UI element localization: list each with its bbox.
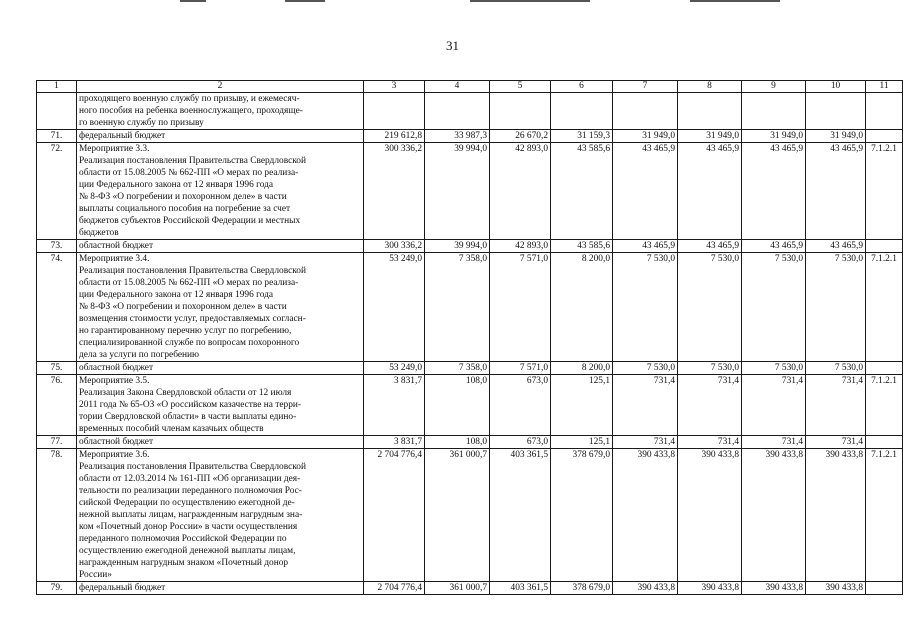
amount-cell-col4: 7 358,0 bbox=[425, 362, 490, 375]
scan-edge-mark bbox=[470, 0, 590, 2]
scan-edge-mark bbox=[285, 0, 325, 2]
row-description bbox=[77, 253, 364, 362]
amount-cell-col3: 3 831,7 bbox=[364, 436, 425, 449]
description-line: ции Федерального закона от 12 января 1996 года bbox=[79, 290, 274, 300]
target-indicator-code bbox=[866, 362, 903, 375]
budget-table bbox=[36, 80, 903, 595]
description-line: ного пособия на ребенка военнослужащего, проходяще- bbox=[79, 106, 303, 116]
amount-cell-col7: 43 465,9 bbox=[613, 240, 678, 253]
column-header-4: 4 bbox=[425, 81, 490, 93]
target-indicator-code: 7.1.2.1 bbox=[866, 253, 903, 362]
amount-cell-col8: 390 433,8 bbox=[678, 449, 742, 582]
amount-cell-col5: 403 361,5 bbox=[490, 449, 551, 582]
row-description bbox=[77, 362, 364, 375]
amount-cell-col4: 108,0 bbox=[425, 375, 490, 436]
amount-cell-col4: 7 358,0 bbox=[425, 253, 490, 362]
description-line: № 8-ФЗ «О погребении и похоронном деле» в части bbox=[79, 192, 287, 202]
amount-cell-col4: 361 000,7 bbox=[425, 582, 490, 595]
row-description bbox=[77, 582, 364, 595]
amount-cell-col8: 43 465,9 bbox=[678, 240, 742, 253]
description-line: ком «Почетный донор России» в части осуществления bbox=[79, 522, 298, 532]
description-line: дела за услуги по погребению bbox=[79, 350, 200, 360]
row-description bbox=[77, 375, 364, 436]
column-header-1: 1 bbox=[37, 81, 77, 93]
amount-cell-col6: 378 679,0 bbox=[551, 449, 613, 582]
target-indicator-code bbox=[866, 582, 903, 595]
row-description bbox=[77, 143, 364, 240]
amount-cell-col8: 7 530,0 bbox=[678, 253, 742, 362]
description-line: областной бюджет bbox=[79, 241, 154, 251]
description-line: нежной выплаты лицам, награжденным нагрудным зна- bbox=[79, 510, 303, 520]
amount-cell-col4: 39 994,0 bbox=[425, 240, 490, 253]
amount-cell-col6: 125,1 bbox=[551, 436, 613, 449]
target-indicator-code: 7.1.2.1 bbox=[866, 143, 903, 240]
description-line: области от 15.08.2005 № 662-ПП «О мерах по реализа- bbox=[79, 278, 299, 288]
amount-cell-col3: 300 336,2 bbox=[364, 240, 425, 253]
row-number: 77. bbox=[37, 436, 77, 449]
target-indicator-code bbox=[866, 93, 903, 130]
description-line: области от 15.08.2005 № 662-ПП «О мерах по реализа- bbox=[79, 168, 299, 178]
amount-cell-col8: 390 433,8 bbox=[678, 582, 742, 595]
amount-cell-col6: 31 159,3 bbox=[551, 130, 613, 143]
amount-cell-col3 bbox=[364, 93, 425, 130]
amount-cell-col7: 7 530,0 bbox=[613, 253, 678, 362]
amount-cell-col10: 731,4 bbox=[806, 436, 866, 449]
description-line: Мероприятие 3.4. bbox=[79, 254, 150, 264]
amount-cell-col10: 31 949,0 bbox=[806, 130, 866, 143]
amount-cell-col8 bbox=[678, 93, 742, 130]
description-line: тории Свердловской области» в части выплаты едино- bbox=[79, 412, 297, 422]
target-indicator-code bbox=[866, 240, 903, 253]
amount-cell-col8: 731,4 bbox=[678, 436, 742, 449]
description-line: награжденным нагрудным знаком «Почетный донор bbox=[79, 558, 289, 568]
amount-cell-col3: 2 704 776,4 bbox=[364, 449, 425, 582]
amount-cell-col10 bbox=[806, 93, 866, 130]
row-number bbox=[37, 93, 77, 130]
description-line: осуществлению ежегодной денежной выплаты лицам, bbox=[79, 546, 296, 556]
table-row bbox=[37, 253, 903, 362]
description-line: Реализация постановления Правительства Свердловской bbox=[79, 462, 307, 472]
table-row bbox=[37, 143, 903, 240]
amount-cell-col5: 42 893,0 bbox=[490, 240, 551, 253]
amount-cell-col8: 43 465,9 bbox=[678, 143, 742, 240]
description-line: Мероприятие 3.5. bbox=[79, 376, 150, 386]
description-line: России» bbox=[79, 570, 112, 580]
description-line: тельности по реализации переданного полномочия Рос- bbox=[79, 486, 302, 496]
row-number: 71. bbox=[37, 130, 77, 143]
amount-cell-col9: 7 530,0 bbox=[742, 362, 806, 375]
scan-edge-mark bbox=[180, 0, 206, 2]
amount-cell-col9: 390 433,8 bbox=[742, 449, 806, 582]
amount-cell-col9: 390 433,8 bbox=[742, 582, 806, 595]
description-line: бюджетов bbox=[79, 228, 119, 238]
amount-cell-col5 bbox=[490, 93, 551, 130]
amount-cell-col4: 33 987,3 bbox=[425, 130, 490, 143]
column-header-8: 8 bbox=[678, 81, 742, 93]
table-row bbox=[37, 362, 903, 375]
amount-cell-col5: 7 571,0 bbox=[490, 362, 551, 375]
amount-cell-col6 bbox=[551, 93, 613, 130]
amount-cell-col5: 7 571,0 bbox=[490, 253, 551, 362]
description-line: Реализация постановления Правительства Свердловской bbox=[79, 156, 307, 166]
description-line: областной бюджет bbox=[79, 437, 154, 447]
description-line: № 8-ФЗ «О погребении и похоронном деле» в части bbox=[79, 302, 287, 312]
amount-cell-col9: 43 465,9 bbox=[742, 240, 806, 253]
amount-cell-col9: 731,4 bbox=[742, 436, 806, 449]
row-description bbox=[77, 449, 364, 582]
scan-edge-mark bbox=[690, 0, 780, 2]
amount-cell-col3: 219 612,8 bbox=[364, 130, 425, 143]
amount-cell-col10: 7 530,0 bbox=[806, 253, 866, 362]
description-line: 2011 года № 65-ОЗ «О российском казачестве на терри- bbox=[79, 400, 302, 410]
table-row bbox=[37, 240, 903, 253]
row-description bbox=[77, 436, 364, 449]
amount-cell-col10: 43 465,9 bbox=[806, 240, 866, 253]
row-number: 75. bbox=[37, 362, 77, 375]
target-indicator-code bbox=[866, 130, 903, 143]
description-line: временных пособий членам казачьих обществ bbox=[79, 424, 264, 434]
table-row bbox=[37, 436, 903, 449]
table-row bbox=[37, 130, 903, 143]
amount-cell-col7: 731,4 bbox=[613, 375, 678, 436]
amount-cell-col7: 7 530,0 bbox=[613, 362, 678, 375]
table-row bbox=[37, 449, 903, 582]
amount-cell-col6: 43 585,6 bbox=[551, 143, 613, 240]
row-number: 73. bbox=[37, 240, 77, 253]
description-line: Реализация постановления Правительства Свердловской bbox=[79, 266, 307, 276]
amount-cell-col8: 31 949,0 bbox=[678, 130, 742, 143]
amount-cell-col6: 8 200,0 bbox=[551, 253, 613, 362]
amount-cell-col3: 3 831,7 bbox=[364, 375, 425, 436]
amount-cell-col10: 390 433,8 bbox=[806, 582, 866, 595]
description-line: федеральный бюджет bbox=[79, 131, 166, 141]
description-line: специализированной службе по вопросам похоронного bbox=[79, 338, 300, 348]
amount-cell-col6: 43 585,6 bbox=[551, 240, 613, 253]
amount-cell-col3: 53 249,0 bbox=[364, 253, 425, 362]
amount-cell-col10: 731,4 bbox=[806, 375, 866, 436]
amount-cell-col7: 390 433,8 bbox=[613, 582, 678, 595]
target-indicator-code bbox=[866, 436, 903, 449]
amount-cell-col4: 108,0 bbox=[425, 436, 490, 449]
row-description bbox=[77, 93, 364, 130]
budget-table-body bbox=[37, 81, 903, 595]
row-number: 76. bbox=[37, 375, 77, 436]
column-header-7: 7 bbox=[613, 81, 678, 93]
description-line: сийской Федерации по осуществлению ежегодной де- bbox=[79, 498, 295, 508]
description-line: го военную службу по призыву bbox=[79, 118, 204, 128]
row-number: 72. bbox=[37, 143, 77, 240]
description-line: выплаты социального пособия на погребение за счет bbox=[79, 204, 291, 214]
description-line: ции Федерального закона от 12 января 1996 года bbox=[79, 180, 274, 190]
column-header-3: 3 bbox=[364, 81, 425, 93]
amount-cell-col7 bbox=[613, 93, 678, 130]
row-description bbox=[77, 240, 364, 253]
table-header-row bbox=[37, 81, 903, 93]
amount-cell-col4 bbox=[425, 93, 490, 130]
row-number: 78. bbox=[37, 449, 77, 582]
amount-cell-col3: 53 249,0 bbox=[364, 362, 425, 375]
amount-cell-col4: 361 000,7 bbox=[425, 449, 490, 582]
amount-cell-col9: 7 530,0 bbox=[742, 253, 806, 362]
amount-cell-col10: 390 433,8 bbox=[806, 449, 866, 582]
row-number: 79. bbox=[37, 582, 77, 595]
amount-cell-col5: 673,0 bbox=[490, 436, 551, 449]
amount-cell-col10: 43 465,9 bbox=[806, 143, 866, 240]
target-indicator-code: 7.1.2.1 bbox=[866, 449, 903, 582]
amount-cell-col9: 31 949,0 bbox=[742, 130, 806, 143]
amount-cell-col7: 731,4 bbox=[613, 436, 678, 449]
description-line: Мероприятие 3.6. bbox=[79, 450, 150, 460]
amount-cell-col3: 2 704 776,4 bbox=[364, 582, 425, 595]
amount-cell-col6: 8 200,0 bbox=[551, 362, 613, 375]
description-line: области от 12.03.2014 № 161-ПП «Об организации дея- bbox=[79, 474, 301, 484]
description-line: но гарантированному перечню услуг по погребению, bbox=[79, 326, 292, 336]
amount-cell-col6: 125,1 bbox=[551, 375, 613, 436]
description-line: проходящего военную службу по призыву, и ежемесяч- bbox=[79, 94, 300, 104]
amount-cell-col8: 731,4 bbox=[678, 375, 742, 436]
page-number: 31 bbox=[446, 38, 459, 53]
amount-cell-col6: 378 679,0 bbox=[551, 582, 613, 595]
amount-cell-col5: 403 361,5 bbox=[490, 582, 551, 595]
column-header-11: 11 bbox=[866, 81, 903, 93]
description-line: возмещения стоимости услуг, предоставляемых согласн- bbox=[79, 314, 306, 324]
amount-cell-col7: 390 433,8 bbox=[613, 449, 678, 582]
amount-cell-col5: 42 893,0 bbox=[490, 143, 551, 240]
table-row bbox=[37, 93, 903, 130]
amount-cell-col9: 731,4 bbox=[742, 375, 806, 436]
description-line: переданного полномочия Российской Федерации по bbox=[79, 534, 287, 544]
description-line: бюджетов субъектов Российской Федерации и местных bbox=[79, 216, 301, 226]
amount-cell-col7: 31 949,0 bbox=[613, 130, 678, 143]
amount-cell-col4: 39 994,0 bbox=[425, 143, 490, 240]
amount-cell-col8: 7 530,0 bbox=[678, 362, 742, 375]
amount-cell-col5: 26 670,2 bbox=[490, 130, 551, 143]
amount-cell-col9: 43 465,9 bbox=[742, 143, 806, 240]
table-row bbox=[37, 375, 903, 436]
row-number: 74. bbox=[37, 253, 77, 362]
amount-cell-col3: 300 336,2 bbox=[364, 143, 425, 240]
target-indicator-code: 7.1.2.1 bbox=[866, 375, 903, 436]
description-line: федеральный бюджет bbox=[79, 583, 166, 593]
column-header-5: 5 bbox=[490, 81, 551, 93]
amount-cell-col7: 43 465,9 bbox=[613, 143, 678, 240]
amount-cell-col5: 673,0 bbox=[490, 375, 551, 436]
description-line: областной бюджет bbox=[79, 363, 154, 373]
table-row bbox=[37, 582, 903, 595]
description-line: Мероприятие 3.3. bbox=[79, 144, 150, 154]
amount-cell-col10: 7 530,0 bbox=[806, 362, 866, 375]
column-header-9: 9 bbox=[742, 81, 806, 93]
description-line: Реализация Закона Свердловской области от 12 июля bbox=[79, 388, 292, 398]
column-header-6: 6 bbox=[551, 81, 613, 93]
column-header-10: 10 bbox=[806, 81, 866, 93]
amount-cell-col9 bbox=[742, 93, 806, 130]
row-description bbox=[77, 130, 364, 143]
column-header-2: 2 bbox=[77, 81, 364, 93]
